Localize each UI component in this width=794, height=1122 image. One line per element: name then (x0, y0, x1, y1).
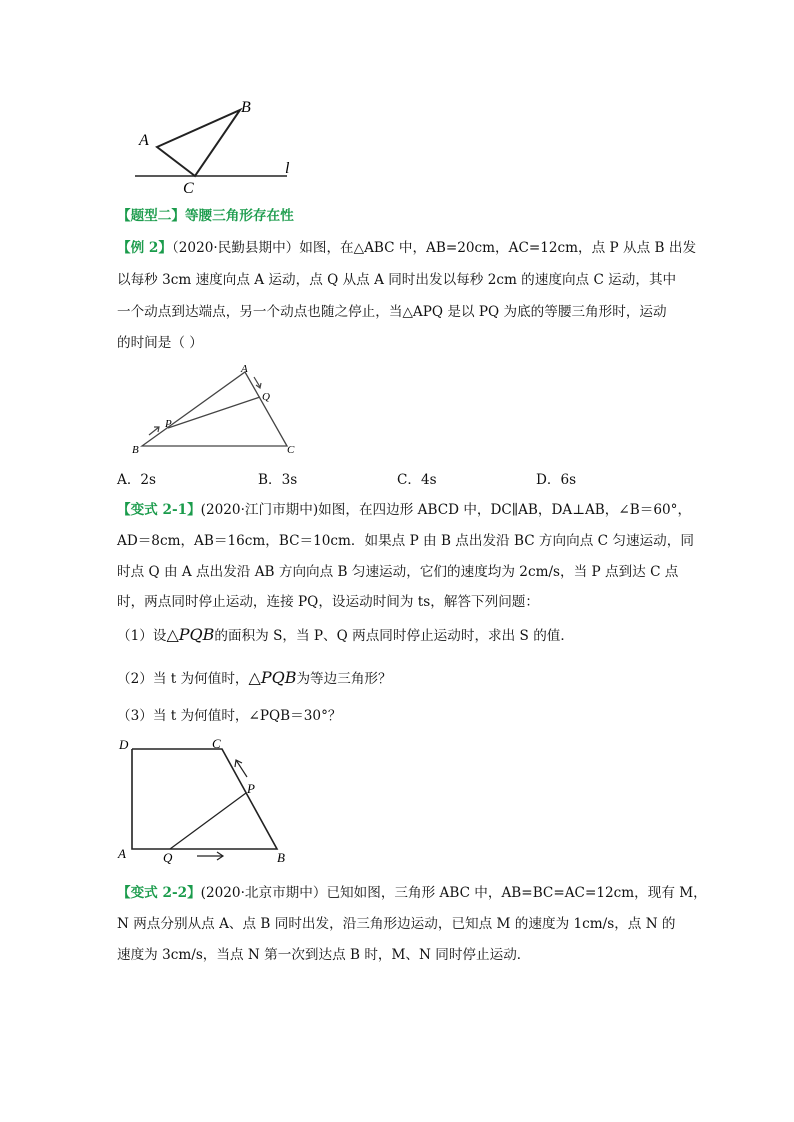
label-a-2: A (241, 363, 248, 375)
variant22-tag: 【变式 2-2】 (117, 885, 201, 901)
variant21-line-3: 时点 Q 由 A 点出发沿 AB 方向向点 B 匀速运动，它们的速度均为 2cm/s，当 P 点到达 C 点 (117, 564, 679, 580)
example2-tag: 【例 2】 (117, 240, 172, 256)
label-l: l (285, 160, 290, 177)
label-b-3: B (277, 850, 285, 865)
q2-suffix: 为等边三角形？ (296, 671, 392, 687)
figure-triangle-on-line (125, 95, 305, 200)
example2-line-2: 以每秒 3cm 速度向点 A 运动，点 Q 从点 A 同时出发以每秒 2cm 的速度向点 C 运动，其中 (117, 272, 677, 288)
label-p-3: P (247, 781, 255, 796)
triangle-abc (157, 110, 240, 176)
label-c-3: C (212, 736, 221, 751)
option-d: D．6s (536, 472, 577, 488)
figure-trapezoid (115, 735, 305, 870)
example2-line-3: 一个动点到达端点，另一个动点也随之停止，当△APQ 是以 PQ 为底的等腰三角形时，运动 (117, 304, 667, 320)
label-d-3: D (119, 737, 129, 752)
option-c: C．4s (397, 472, 437, 488)
variant21-question-1 (117, 625, 574, 646)
variant21-question-3: （3）当 t 为何值时，∠PQB＝30°？ (117, 708, 342, 724)
label-q-2: Q (262, 391, 270, 403)
label-q-3: Q (163, 850, 173, 865)
label-c-2: C (287, 444, 295, 456)
option-a: A．2s (117, 472, 157, 488)
variant21-text-1: (2020·江门市期中)如图，在四边形 ABCD 中，DC∥AB，DA⊥AB，∠B＝60°， (200, 502, 692, 518)
figure-triangle-apq (125, 360, 315, 460)
label-b: B (241, 99, 251, 116)
variant21-question-2 (117, 668, 392, 689)
variant22-line-3: 速度为 3cm/s，当点 N 第一次到达点 B 时，M、N 同时停止运动． (117, 947, 531, 963)
label-p-2: P (165, 418, 172, 430)
example2-line-1 (117, 238, 696, 258)
example2-line-4: 的时间是（ ） (117, 335, 203, 351)
q2-prefix: （2）当 t 为何值时， (117, 671, 249, 687)
label-a-3: A (118, 846, 126, 861)
option-b: B．3s (258, 472, 298, 488)
variant22-text-1: (2020·北京市期中）已知如图，三角形 ABC 中，AB=BC=AC=12cm，现有 M， (200, 885, 707, 901)
variant22-line-1 (117, 883, 707, 903)
label-b-2: B (132, 444, 139, 456)
example2-text-1: （2020·民勤县期中）如图，在△ABC 中，AB=20cm，AC=12cm，点 P 从点 B 出发 (171, 240, 697, 256)
arrow-bp (149, 427, 159, 435)
variant21-line-1 (117, 500, 691, 520)
q2-triangle: △PQB (248, 668, 297, 687)
triangle-abc-2 (142, 372, 287, 446)
section-title: 【题型二】等腰三角形存在性 (117, 208, 294, 224)
segment-qp (170, 793, 246, 849)
variant22-line-2: N 两点分别从点 A、点 B 同时出发，沿三角形边运动，已知点 M 的速度为 1cm/s，点 N 的 (117, 916, 676, 932)
variant21-line-4: 时，两点同时停止运动，连接 PQ，设运动时间为 ts，解答下列问题： (117, 594, 539, 610)
segment-pq (168, 397, 260, 428)
label-c: C (183, 180, 194, 197)
trapezoid-outline (132, 749, 277, 849)
q1-triangle: △PQB (166, 625, 215, 644)
variant21-tag: 【变式 2-1】 (117, 502, 201, 518)
variant21-line-2: AD＝8cm，AB＝16cm，BC＝10cm．如果点 P 由 B 点出发沿 BC 方向向点 C 匀速运动，同 (117, 533, 694, 549)
label-a: A (139, 132, 149, 149)
q1-prefix: （1）设 (117, 628, 167, 644)
q1-suffix: 的面积为 S，当 P、Q 两点同时停止运动时，求出 S 的值． (214, 628, 574, 644)
